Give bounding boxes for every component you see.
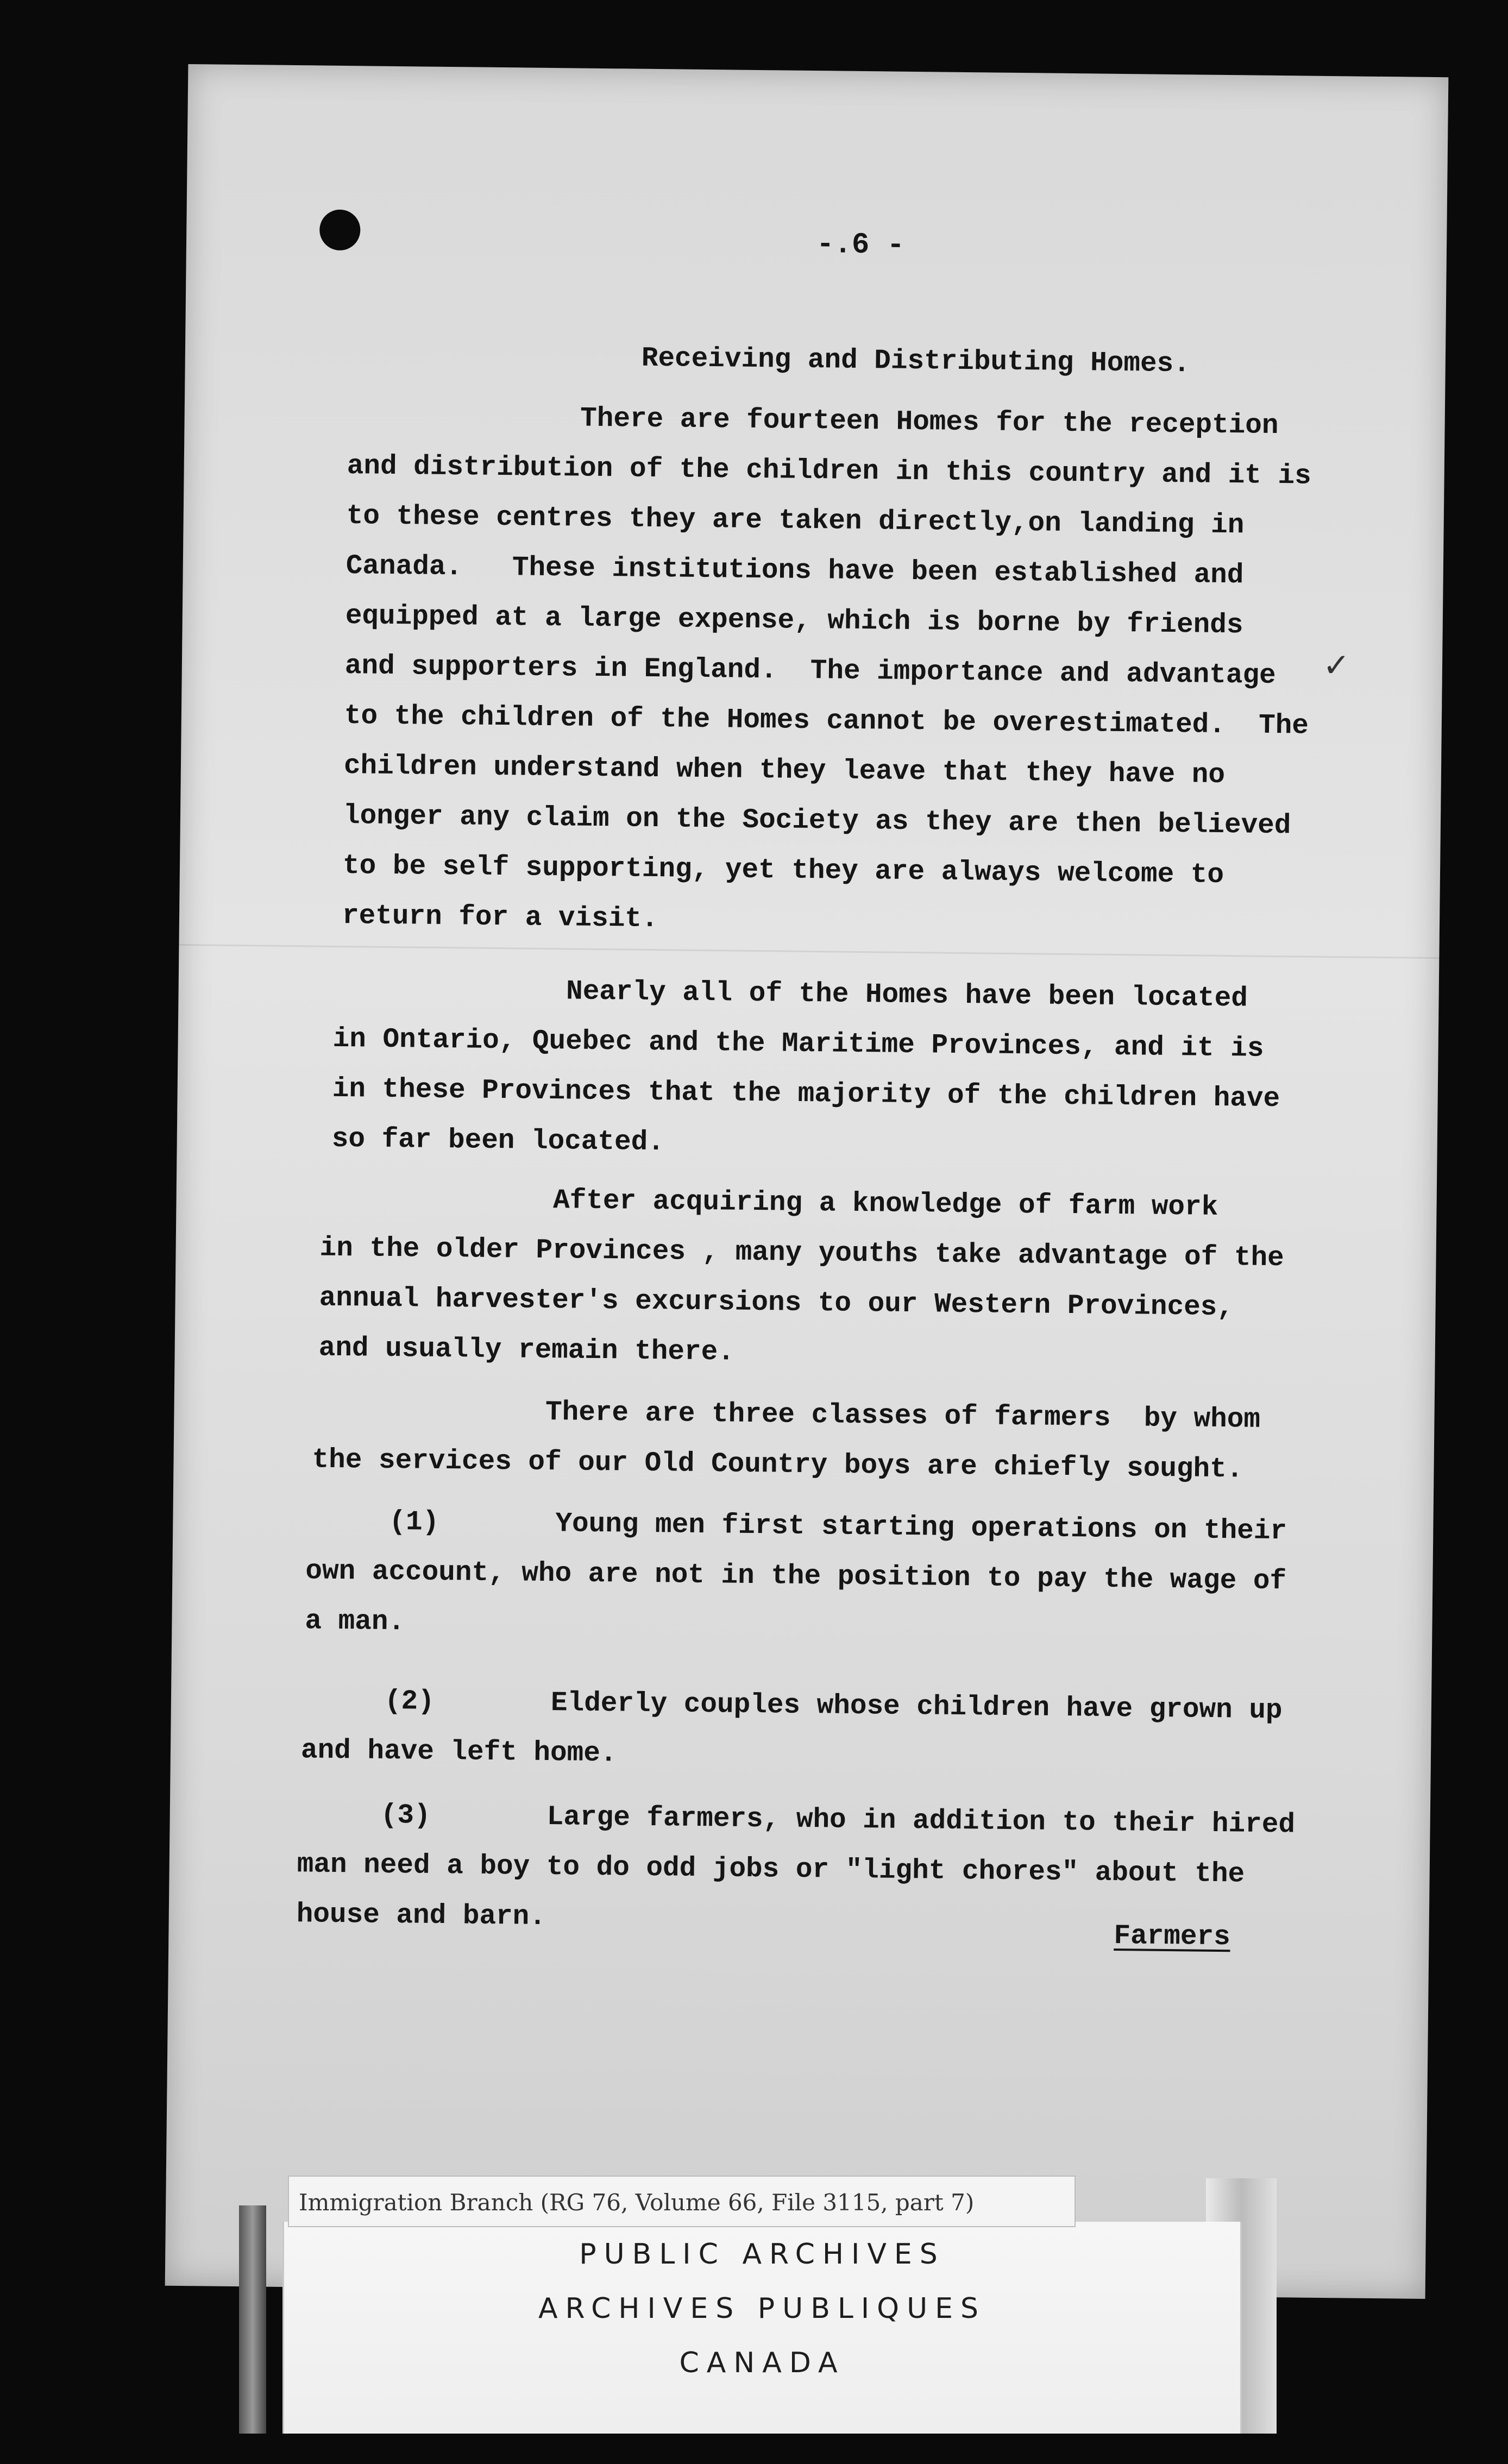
archives-line-country: CANADA (679, 2347, 845, 2379)
archive-reference-label: Immigration Branch (RG 76, Volume 66, File 3115, part 7) (288, 2176, 1076, 2227)
archives-stamp-card (282, 2222, 1242, 2434)
film-edge-left (239, 2205, 266, 2434)
paragraph-farm-work: After acquiring a knowledge of farm work in the older Provinces , many youths take advantage of the annual harvester's excursions to our Western Provinces, and usually remain there. (318, 1183, 1284, 1368)
list-item-class-2: (2) Elderly couples whose children have grown up and have left home. (300, 1685, 1283, 1770)
paragraph-homes: There are fourteen Homes for the reception and distribution of the children in this country and it is to these centres they are taken directly,on landing in Canada. These institutions have been established and equipped at a large expense, which is borne by friends and supporters in England. The importance and advantage to the children of the Homes cannot be overestimated. The children understand when they leave that they have no longer any claim on the Society as they are then believed to be self supporting, yet they are always welcome to return for a visit. (342, 401, 1312, 935)
paragraph-locations: Nearly all of the Homes have been located in Ontario, Quebec and the Maritime Provinces, and it is in these Provinces that the majority of the children have so far been located. (331, 973, 1280, 1159)
section-heading: Receiving and Distributing Homes. (641, 343, 1191, 380)
archives-line-english: PUBLIC ARCHIVES (579, 2238, 945, 2271)
punch-hole (319, 210, 361, 251)
page-number: -.6 - (816, 228, 905, 262)
tick-mark-icon: ✓ (1322, 646, 1350, 685)
document-page (165, 64, 1449, 2299)
list-item-class-3: (3) Large farmers, who in addition to their hired man need a boy to do odd jobs or "light chores" about the house and barn. (296, 1799, 1296, 1933)
catchword: Farmers (1114, 1920, 1231, 1953)
paragraph-farmer-classes: There are three classes of farmers by whom the services of our Old Country boys are chiefly sought. (312, 1394, 1261, 1486)
archives-line-french: ARCHIVES PUBLIQUES (538, 2292, 987, 2325)
list-item-class-1: (1) Young men first starting operations on their own account, who are not in the position to pay the wage of a man. (305, 1506, 1287, 1638)
